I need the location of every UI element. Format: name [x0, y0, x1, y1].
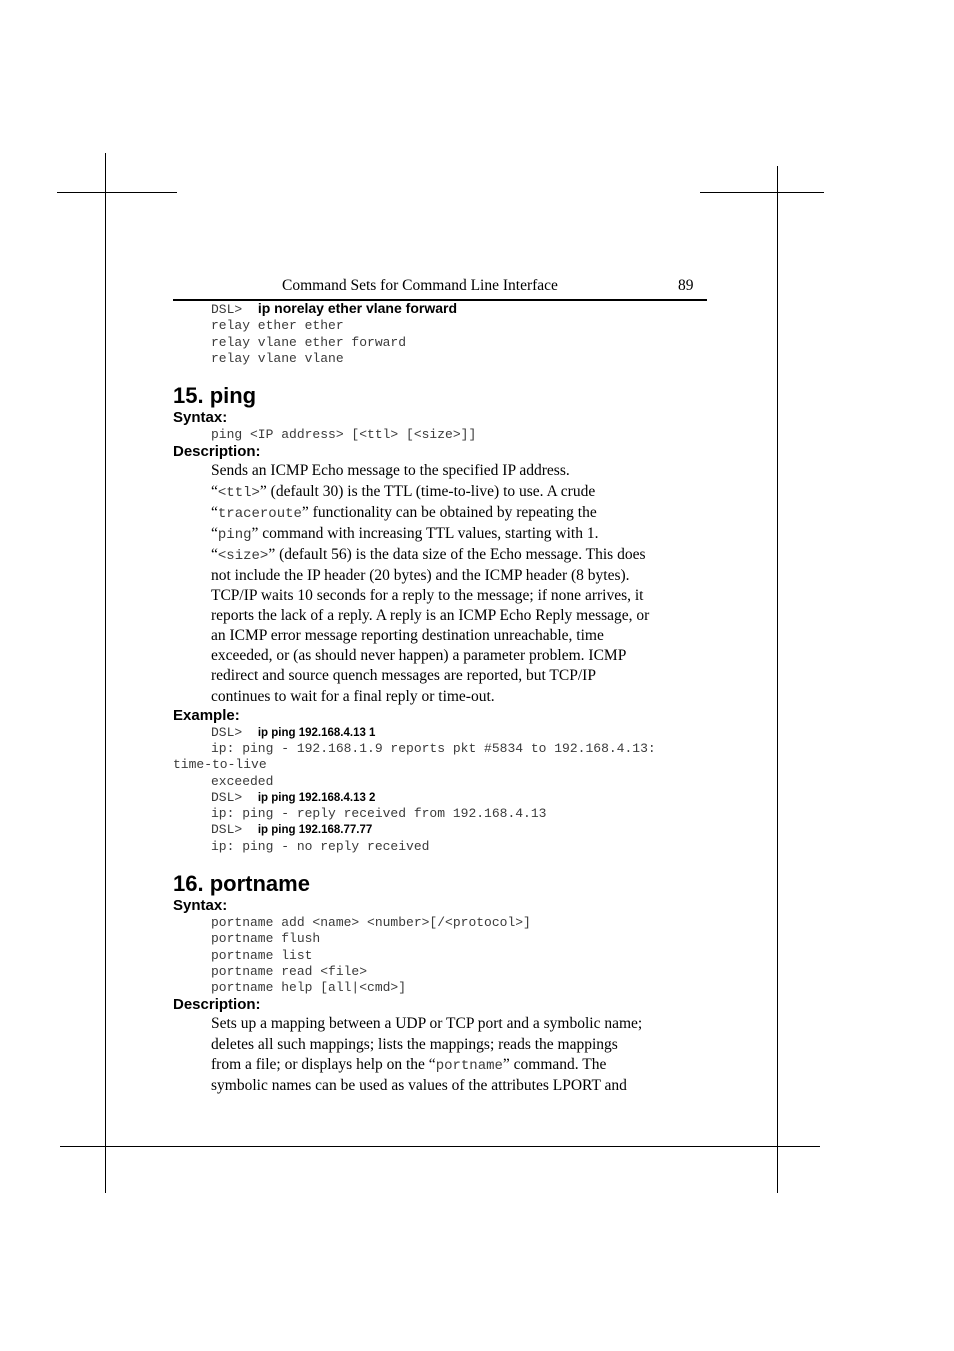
syntax-line: portname flush: [211, 931, 321, 947]
syntax-line: portname add <name> <number>[/<protocol>]: [211, 914, 531, 930]
section-heading-portname: 16. portname: [173, 870, 310, 896]
code-line: [173, 725, 718, 741]
text-line: an ICMP error message reporting destination unreachable, time: [211, 627, 604, 645]
syntax-label: Syntax:: [173, 409, 228, 427]
text-line: Sends an ICMP Echo message to the specified IP address.: [211, 462, 570, 480]
code-line: relay vlane ether forward: [211, 334, 407, 350]
text-line: reports the lack of a reply. A reply is an ICMP Echo Reply message, or: [211, 607, 650, 625]
text-line: exceeded, or (as should never happen) a parameter problem. ICMP: [211, 647, 627, 665]
prompt: DSL>: [211, 724, 243, 740]
text-line: redirect and source quench messages are reported, but TCP/IP: [211, 667, 596, 685]
text-line: symbolic names can be used as values of the attributes LPORT and: [211, 1076, 627, 1094]
code-line: ip: ping - reply received from 192.168.4.13: [211, 806, 547, 822]
command: ip ping 192.168.77.77: [257, 824, 373, 837]
page-content: [173, 300, 718, 1096]
text-line: “traceroute” functionality can be obtained by repeating the: [211, 503, 597, 522]
description-text: [173, 1014, 718, 1095]
code-line: relay vlane vlane: [211, 350, 344, 366]
crop-mark-top-right: [700, 192, 824, 193]
section-heading-ping: 15. ping: [173, 383, 257, 409]
text-line: deletes all such mappings; lists the mappings; reads the mappings: [211, 1035, 618, 1053]
command: ip ping 192.168.4.13 1: [257, 726, 376, 739]
crop-mark-left-top: [105, 153, 106, 1193]
prompt: DSL>: [211, 822, 243, 838]
description-text: [173, 461, 718, 706]
syntax-line: ping <IP address> [<ttl> [<size>]]: [211, 427, 477, 443]
portname-syntax: [173, 915, 718, 996]
text-line: from a file; or displays help on the “portname” command. The: [211, 1055, 607, 1074]
text-line: TCP/IP waits 10 seconds for a reply to the message; if none arrives, it: [211, 587, 644, 605]
syntax-line: portname help [all|<cmd>]: [211, 980, 407, 996]
text-line: Sets up a mapping between a UDP or TCP port and a symbolic name;: [211, 1015, 643, 1033]
code-line: [173, 822, 718, 838]
crop-mark-bottom-left: [60, 1146, 820, 1147]
syntax-line: portname read <file>: [211, 963, 368, 979]
prompt: DSL>: [211, 302, 243, 317]
code-line: ip: ping - no reply received: [211, 838, 430, 854]
code-line: ip: ping - 192.168.1.9 reports pkt #5834 to 192.168.4.13:: [211, 740, 656, 756]
running-title: Command Sets for Command Line Interface: [282, 277, 558, 294]
text-line: continues to wait for a final reply or time-out.: [211, 687, 495, 705]
syntax-line: portname list: [211, 947, 313, 963]
crop-mark-top-left: [57, 192, 177, 193]
page-number: 89: [678, 277, 694, 294]
code-line: [173, 300, 718, 318]
syntax-label: Syntax:: [173, 896, 228, 914]
ping-example: [173, 725, 718, 855]
description-label: Description:: [173, 996, 261, 1014]
text-line: “<size>” (default 56) is the data size of the Echo message. This does: [211, 545, 646, 564]
text-line: “ping” command with increasing TTL values, starting with 1.: [211, 524, 599, 543]
command: ip ping 192.168.4.13 2: [257, 791, 376, 804]
text-line: not include the IP header (20 bytes) and the ICMP header (8 bytes).: [211, 566, 630, 584]
prompt: DSL>: [211, 789, 243, 805]
example-label: Example:: [173, 706, 240, 724]
code-line: [173, 790, 718, 806]
code-line: time-to-live: [173, 757, 267, 773]
intro-example: [173, 300, 718, 367]
crop-mark-right: [777, 166, 778, 1193]
command: ip norelay ether vlane forward: [257, 300, 457, 316]
text-line: “<ttl>” (default 30) is the TTL (time-to-live) to use. A crude: [211, 482, 596, 501]
description-label: Description:: [173, 443, 261, 461]
code-line: relay ether ether: [211, 318, 344, 334]
code-line: exceeded: [211, 773, 274, 789]
